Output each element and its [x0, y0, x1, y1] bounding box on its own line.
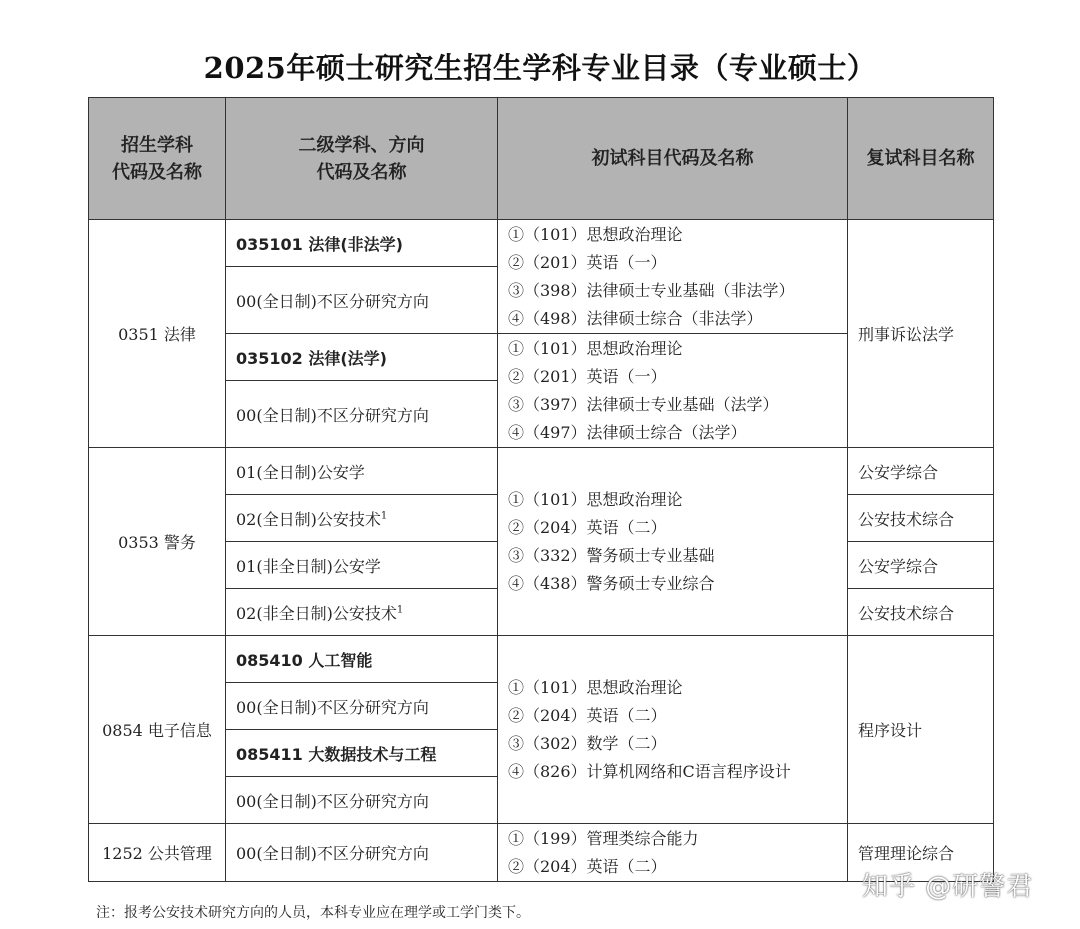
secondary-subject-name: 035102 法律(法学): [226, 334, 498, 381]
direction-name: 01(全日制)公安学: [236, 462, 365, 482]
exam-item: ①（199）管理类综合能力: [508, 828, 699, 848]
table-row: [89, 448, 994, 495]
exam-item: ③（302）数学（二）: [508, 733, 667, 753]
direction-cell: [226, 542, 498, 589]
direction-cell: [226, 589, 498, 636]
header-initial-exam: 初试科目代码及名称: [498, 98, 848, 220]
header-subject-code: 招生学科 代码及名称: [89, 98, 226, 220]
exam-item: ③（397）法律硕士专业基础（法学）: [508, 394, 779, 414]
subject-code-cell: 0353 警务: [89, 448, 226, 636]
direction-cell: 00(全日制)不区分研究方向: [226, 777, 498, 824]
exam-item: ②（204）英语（二）: [508, 517, 667, 537]
header-retest: 复试科目名称: [848, 98, 994, 220]
retest-cell: 刑事诉讼法学: [848, 220, 994, 448]
exam-item: ①（101）思想政治理论: [508, 224, 683, 244]
secondary-subject-name: 035101 法律(非法学): [226, 220, 498, 267]
exam-item: ①（101）思想政治理论: [508, 338, 683, 358]
retest-cell: 管理理论综合: [848, 824, 994, 882]
direction-cell: [226, 448, 498, 495]
secondary-subject-name: 085411 大数据技术与工程: [226, 730, 498, 777]
exam-item: ②（201）英语（一）: [508, 252, 667, 272]
retest-cell: 公安学综合: [848, 542, 994, 589]
exam-item: ②（204）英语（二）: [508, 856, 667, 876]
subject-code-cell: 0854 电子信息: [89, 636, 226, 824]
exam-list: [498, 220, 848, 334]
table-row: [89, 824, 994, 882]
header-secondary-subject: 二级学科、方向 代码及名称: [226, 98, 498, 220]
exam-list: [498, 824, 848, 882]
exam-item: ④（438）警务硕士专业综合: [508, 573, 715, 593]
exam-item: ③（332）警务硕士专业基础: [508, 545, 715, 565]
exam-list: [498, 448, 848, 636]
direction-name: 01(非全日制)公安学: [236, 556, 381, 576]
footnote-marker: 1: [396, 604, 404, 616]
direction-cell: 00(全日制)不区分研究方向: [226, 683, 498, 730]
retest-cell: 程序设计: [848, 636, 994, 824]
exam-item: ④（498）法律硕士综合（非法学）: [508, 308, 763, 328]
footnote-marker: 1: [380, 510, 388, 522]
exam-list: [498, 334, 848, 448]
secondary-subject-name: 085410 人工智能: [226, 636, 498, 683]
exam-item: ①（101）思想政治理论: [508, 489, 683, 509]
direction-cell: 00(全日制)不区分研究方向: [226, 824, 498, 882]
subject-code-cell: 1252 公共管理: [89, 824, 226, 882]
exam-item: ④（497）法律硕士综合（法学）: [508, 422, 747, 442]
program-catalog-table: [88, 97, 994, 882]
exam-item: ③（398）法律硕士专业基础（非法学）: [508, 280, 795, 300]
retest-cell: 公安技术综合: [848, 589, 994, 636]
direction-name: 02(全日制)公安技术: [236, 509, 381, 529]
exam-item: ②（201）英语（一）: [508, 366, 667, 386]
exam-item: ①（101）思想政治理论: [508, 677, 683, 697]
table-row: [89, 636, 994, 683]
direction-name: 02(非全日制)公安技术: [236, 603, 397, 623]
table-header-row: [89, 98, 994, 220]
exam-item: ④（826）计算机网络和C语言程序设计: [508, 761, 791, 781]
retest-cell: 公安技术综合: [848, 495, 994, 542]
direction-cell: 00(全日制)不区分研究方向: [226, 267, 498, 334]
subject-code-cell: 0351 法律: [89, 220, 226, 448]
exam-item: ②（204）英语（二）: [508, 705, 667, 725]
direction-cell: [226, 495, 498, 542]
retest-cell: 公安学综合: [848, 448, 994, 495]
table-row: [89, 220, 994, 267]
exam-list: [498, 636, 848, 824]
page-title: 2025年硕士研究生招生学科专业目录（专业硕士）: [203, 51, 877, 85]
direction-cell: 00(全日制)不区分研究方向: [226, 381, 498, 448]
footnote-text: 注：报考公安技术研究方向的人员，本科专业应在理学或工学门类下。: [96, 905, 530, 921]
watermark-text: 知乎 @研警君: [862, 872, 1034, 902]
